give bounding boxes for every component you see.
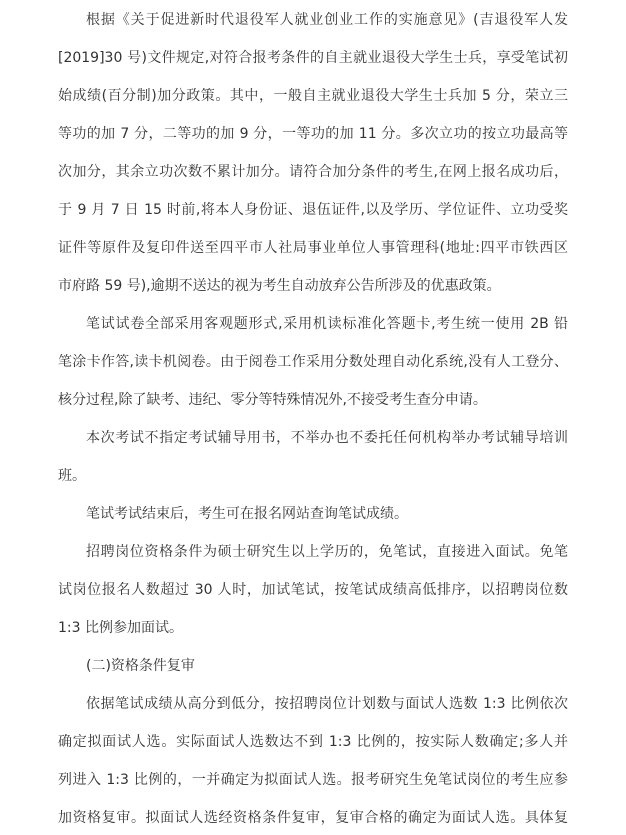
paragraph-1-line-2: [2019]30 号)文件规定,对符合报考条件的自主就业退役大学生士兵，享受笔试初: [58, 50, 568, 66]
paragraph-3-line-1: 本次考试不指定考试辅导用书，不举办也不委托任何机构举办考试辅导培训: [86, 430, 568, 446]
paragraph-2-line-3: 核分过程,除了缺考、违纪、零分等特殊情况外,不接受考生查分申请。: [58, 392, 487, 408]
paragraph-5-line-3: 1:3 比例参加面试。: [58, 620, 183, 636]
paragraph-6-line-2: 确定拟面试人选。实际面试人选数达不到 1:3 比例的，按实际人数确定;多人并: [58, 734, 568, 750]
paragraph-1-line-4: 等功的加 7 分，二等功的加 9 分，一等功的加 11 分。多次立功的按立功最高等: [58, 126, 568, 142]
paragraph-6-line-1: 依据笔试成绩从高分到低分，按招聘岗位计划数与面试人选数 1:3 比例依次: [86, 696, 568, 712]
paragraph-2-line-1: 笔试试卷全部采用客观题形式,采用机读标准化答题卡,考生统一使用 2B 铅: [86, 316, 568, 332]
paragraph-1-line-1: 根据《关于促进新时代退役军人就业创业工作的实施意见》(吉退役军人发: [86, 12, 568, 28]
paragraph-6-line-3: 列进入 1:3 比例的，一并确定为拟面试人选。报考研究生免笔试岗位的考生应参: [58, 772, 568, 788]
paragraph-3-line-2: 班。: [58, 468, 86, 484]
paragraph-1-line-3: 始成绩(百分制)加分政策。其中，一般自主就业退役大学生士兵加 5 分，荣立三: [58, 88, 568, 104]
paragraph-1-line-6: 于 9 月 7 日 15 时前,将本人身份证、退伍证件,以及学历、学位证件、立功受奖: [58, 202, 568, 218]
paragraph-1-line-5: 次加分，其余立功次数不累计加分。请符合加分条件的考生,在网上报名成功后，: [58, 164, 568, 180]
paragraph-1-line-8: 市府路 59 号),逾期不送达的视为考生自动放弃公告所涉及的优惠政策。: [58, 278, 501, 294]
paragraph-4-line-1: 笔试考试结束后，考生可在报名网站查询笔试成绩。: [86, 506, 408, 522]
section-heading: (二)资格条件复审: [86, 658, 195, 674]
paragraph-2-line-2: 笔涂卡作答,读卡机阅卷。由于阅卷工作采用分数处理自动化系统,没有人工登分、: [58, 354, 568, 370]
paragraph-6-line-4: 加资格复审。拟面试人选经资格条件复审，复审合格的确定为面试人选。具体复: [58, 810, 568, 826]
paragraph-5-line-2: 试岗位报名人数超过 30 人时，加试笔试，按笔试成绩高低排序，以招聘岗位数: [58, 582, 568, 598]
paragraph-1-line-7: 证件等原件及复印件送至四平市人社局事业单位人事管理科(地址:四平市铁西区: [58, 240, 568, 256]
paragraph-5-line-1: 招聘岗位资格条件为硕士研究生以上学历的，免笔试，直接进入面试。免笔: [86, 544, 568, 560]
